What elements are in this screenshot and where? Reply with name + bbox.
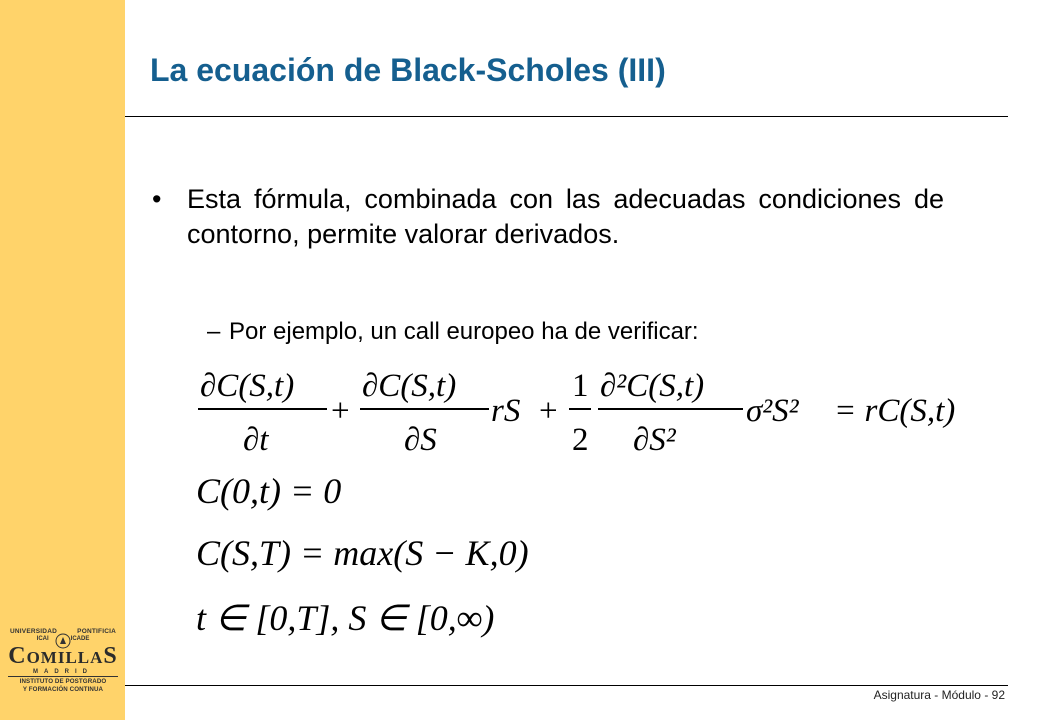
pde-equation <box>198 368 955 458</box>
term3-denominator: ∂S² <box>633 422 676 458</box>
comillas-logo <box>8 628 118 710</box>
logo-name-initial: C <box>8 643 27 669</box>
footer-divider <box>125 685 1008 686</box>
pde-rhs: = rC(S,t) <box>834 393 956 429</box>
logo-top-left: UNIVERSIDAD <box>10 628 57 635</box>
bullet-dot-icon: • <box>152 184 162 214</box>
logo-institute-line-2: Y FORMACIÓN CONTINUA <box>22 686 104 693</box>
bullet-text: Esta fórmula, combinada con las adecuadas condiciones de contorno, permite valorar derivados. <box>187 184 944 249</box>
boundary-condition-1: C(0,t) = 0 <box>196 471 342 511</box>
logo-top-right: PONTIFICIA <box>77 628 116 635</box>
logo-name-final: S <box>103 643 118 669</box>
logo-institute-line-1: INSTITUTO DE POSTGRADO <box>19 678 107 685</box>
footer-page-label: Asignatura - Módulo - 92 <box>873 688 1005 702</box>
seal-icon <box>55 633 71 649</box>
logo-right-sub: ICADE <box>70 636 90 642</box>
half-denominator: 2 <box>572 422 589 458</box>
plus-sign-1: + <box>331 393 350 429</box>
domain-condition: t ∈ [0,T], S ∈ [0,∞) <box>196 598 495 638</box>
title-divider <box>125 116 1008 117</box>
logo-left-sub: ICAI <box>36 636 49 642</box>
logo-city: MADRID <box>33 669 93 675</box>
term1-denominator: ∂t <box>243 422 269 458</box>
term3-numerator: ∂²C(S,t) <box>600 368 705 404</box>
slide-title: La ecuación de Black-Scholes (III) <box>150 52 666 88</box>
logo-name-middle: OMILLA <box>26 648 104 667</box>
sidebar-band <box>0 0 125 720</box>
term2-factor: rS <box>491 393 521 429</box>
term1-numerator: ∂C(S,t) <box>200 368 295 404</box>
boundary-condition-2: C(S,T) = max(S − K,0) <box>196 533 529 573</box>
term2-denominator: ∂S <box>404 422 437 458</box>
bullet-item <box>152 182 944 252</box>
term2-numerator: ∂C(S,t) <box>362 368 457 404</box>
term3-factor: σ²S² <box>746 393 799 429</box>
dash-icon: – <box>207 318 221 345</box>
half-numerator: 1 <box>572 368 589 404</box>
sub-bullet-text: Por ejemplo, un call europeo ha de verificar: <box>229 318 699 345</box>
plus-sign-2: + <box>539 393 558 429</box>
logo-institute <box>8 676 118 694</box>
